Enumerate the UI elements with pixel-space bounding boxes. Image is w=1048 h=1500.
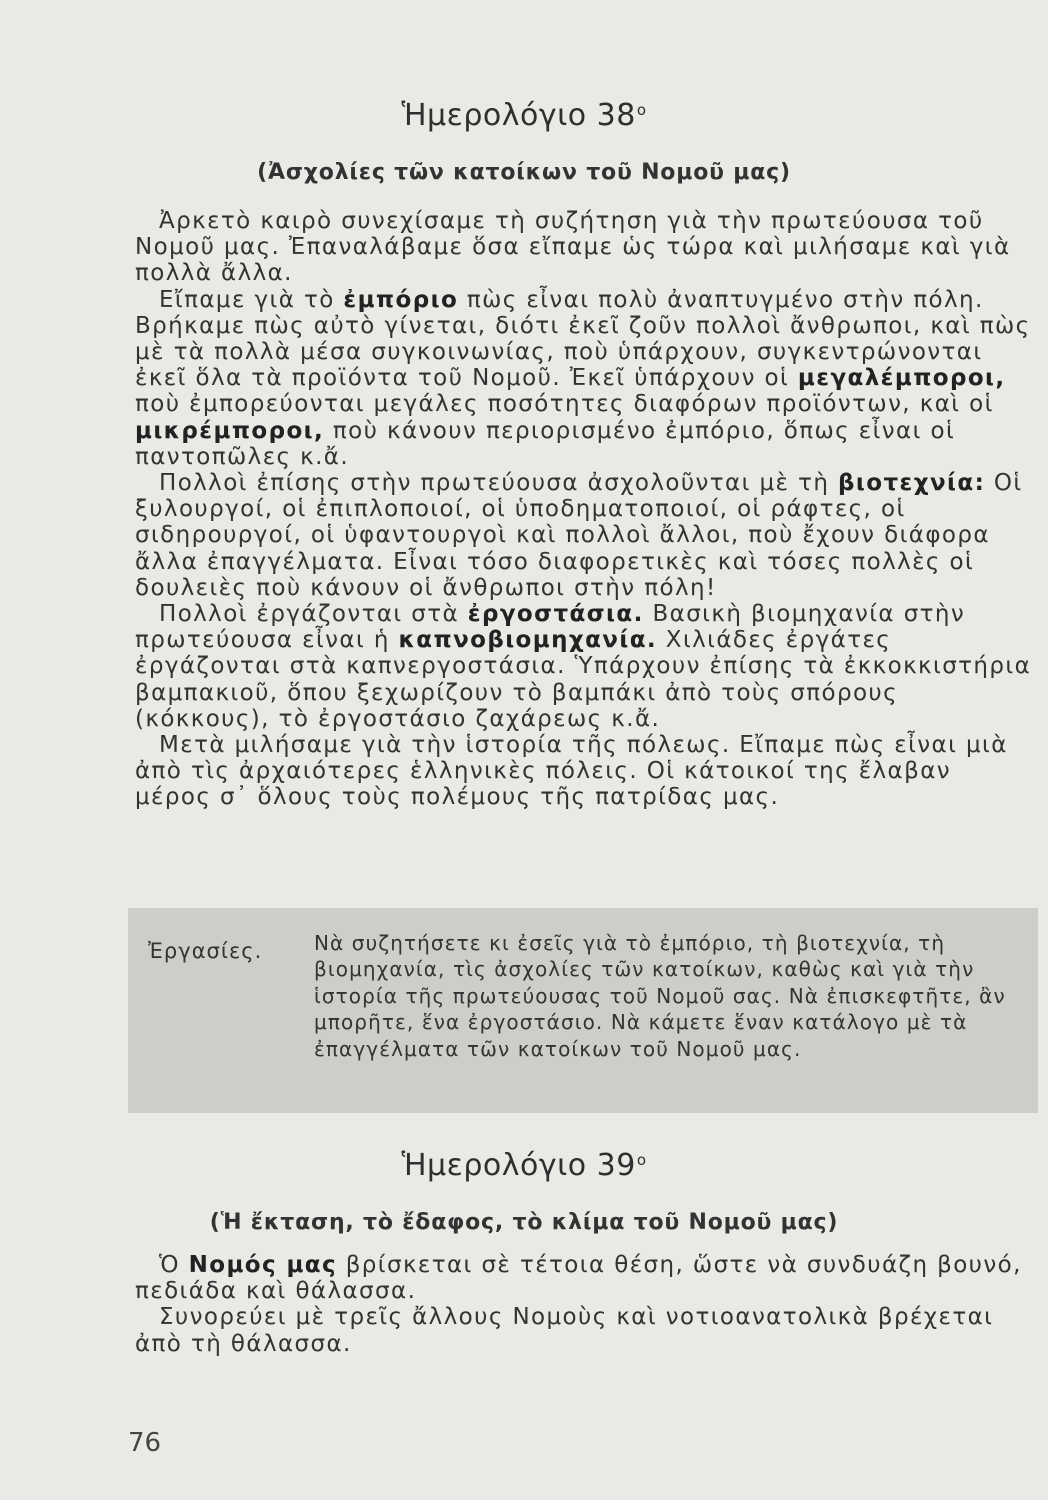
paragraph: Πολλοὶ ἐπίσης στὴν πρωτεύουσα ἀσχολοῦνται μὲ τὴ βιοτεχνία: Οἱ ξυλουργοί, οἱ ἐπιπλοποιοί, οἱ ὑποδηματοποιοί, οἱ ράφτες, οἱ σιδηρουργοί, οἱ ὑφαντουργοὶ καὶ πολλοὶ ἄλλοι, ποὺ ἔχουν διάφορα ἄλλα ἐπαγγέλματα. Εἶναι τόσο διαφορετικὲς καὶ τόσες πολλὲς οἱ δουλειὲς ποὺ κάνουν οἱ ἄνθρωποι στὴν πόλη! [135, 470, 1023, 601]
paragraph: Εἴπαμε γιὰ τὸ ἐμπόριο πὼς εἶναι πολὺ ἀναπτυγμένο στὴν πόλη. Βρήκαμε πὼς αὐτὸ γίνεται, διότι ἐκεῖ ζοῦν πολλοὶ ἄνθρωποι, καὶ πὼς μὲ τὰ πολλὰ μέσα συγκοινωνίας, ποὺ ὑπάρχουν, συγκεντρώνονται ἐκεῖ ὅλα τὰ προϊόντα τοῦ Νομοῦ. Ἐκεῖ ὑπάρχουν οἱ μεγαλέμποροι, ποὺ ἐμπορεύονται μεγάλες ποσότητες διαφόρων προϊόντων, καὶ οἱ μικρέμποροι, ποὺ κάνουν περιορισμένο ἐμπόριο, ὅπως εἶναι οἱ παντοπῶλες κ.ἄ. [135, 286, 1031, 470]
paragraph: Συνορεύει μὲ τρεῖς ἄλλους Νομοὺς καὶ νοτιοανατολικὰ βρέχεται ἀπὸ τὴ θάλασσα. [135, 1304, 994, 1357]
term-viotechnia: βιοτεχνία: [838, 470, 986, 497]
tasks-text: Νὰ συζητήσετε κι ἐσεῖς γιὰ τὸ ἐμπόριο, τὴ βιοτεχνία, τὴ βιομηχανία, τὶς ἀσχολίες τῶν κατοίκων, καθὼς καὶ γιὰ τὴν ἱστορία τῆς πρωτεύουσας τοῦ Νομοῦ σας. Νὰ ἐπισκεφτῆτε, ἂν μπορῆτε, ἕνα ἐργοστάσιο. Νὰ κάμετε ἕναν κατάλογο μὲ τὰ ἐπαγγέλματα τῶν κατοίκων τοῦ Νομοῦ μας. [314, 931, 1006, 1061]
section-38-subtitle: (Ἀσχολίες τῶν κατοίκων τοῦ Νομοῦ μας) [257, 160, 791, 185]
section-39-subtitle: (Ἡ ἔκταση, τὸ ἔδαφος, τὸ κλίμα τοῦ Νομοῦ μας) [209, 1210, 839, 1235]
term-emporio: ἐμπόριο [343, 286, 459, 313]
section-38-title: Ἡμερολόγιο $38^o$ [401, 98, 647, 133]
term-mikremporoi: μικρέμποροι, [135, 417, 325, 444]
section-39-body [135, 1252, 1035, 1357]
term-nomos-mas: Νομός μας [188, 1252, 338, 1278]
tasks-label: Ἐργασίες. [148, 939, 263, 963]
paragraph: Ὁ Νομός μας βρίσκεται σὲ τέτοια θέση, ὥστε νὰ συνδυάζη βουνό, πεδιάδα καὶ θάλασσα. [135, 1252, 1022, 1305]
section-39-title: Ἡμερολόγιο $39^o$ [401, 1148, 647, 1183]
term-ergostasia: ἐργοστάσια. [467, 601, 644, 628]
page-number: 76 [128, 1428, 162, 1458]
section-38-body [135, 208, 1035, 811]
paragraph: Πολλοὶ ἐργάζονται στὰ ἐργοστάσια. Βασικὴ βιομηχανία στὴν πρωτεύουσα εἶναι ἡ καπνοβιομηχανία. Χιλιάδες ἐργάτες ἐργάζονται στὰ καπνεργοστάσια. Ὑπάρχουν ἐπίσης τὰ ἐκκοκκιστήρια βαμπακιοῦ, ὅπου ξεχωρίζουν τὸ βαμπάκι ἀπὸ τοὺς σπόρους (κόκκους), τὸ ἐργοστάσιο ζαχάρεως κ.ἄ. [135, 601, 1032, 732]
term-megalemporoi: μεγαλέμποροι, [797, 365, 1006, 392]
paragraph: Μετὰ μιλήσαμε γιὰ τὴν ἱστορία τῆς πόλεως. Εἴπαμε πὼς εἶναι μιὰ ἀπὸ τὶς ἀρχαιότερες ἑλληνικὲς πόλεις. Οἱ κάτοικοί της ἔλαβαν μέρος σ᾽ ὅλους τοὺς πολέμους τῆς πατρίδας μας. [135, 732, 1008, 811]
paragraph: Ἀρκετὸ καιρὸ συνεχίσαμε τὴ συζήτηση γιὰ τὴν πρωτεύουσα τοῦ Νομοῦ μας. Ἐπαναλάβαμε ὅσα εἴπαμε ὡς τώρα καὶ μιλήσαμε καὶ γιὰ πολλὰ ἄλλα. [135, 208, 1011, 287]
term-kapnoviomichania: καπνοβιομηχανία. [398, 627, 658, 654]
